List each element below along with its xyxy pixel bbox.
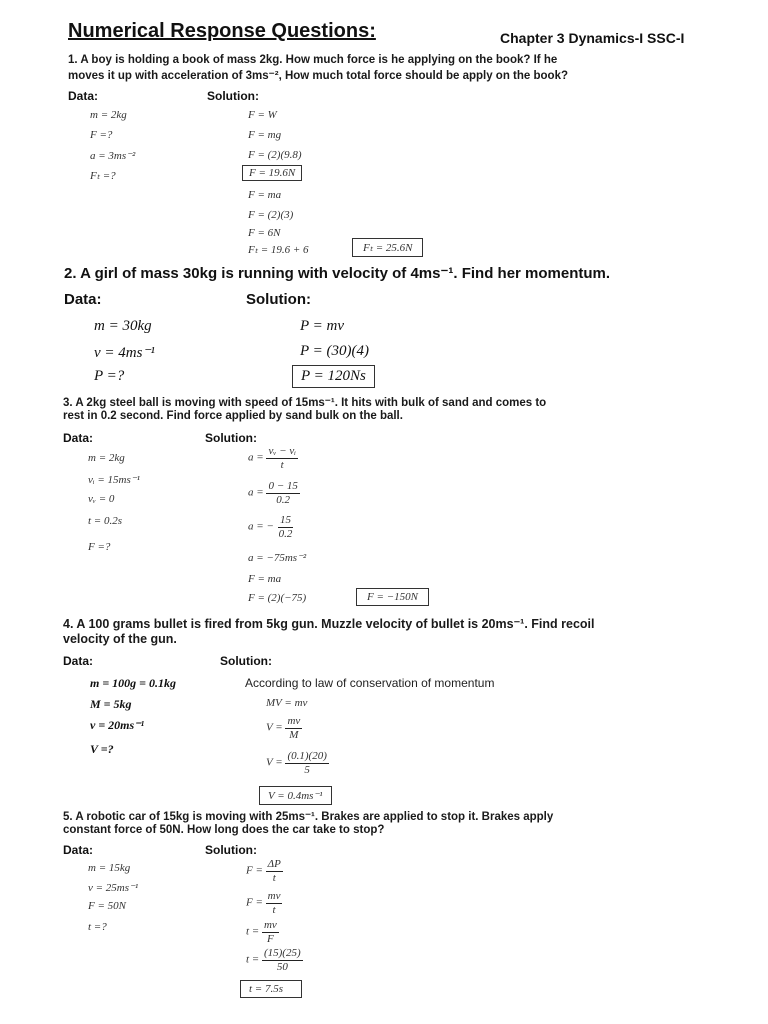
q1-text-line2: moves it up with acceleration of 3ms⁻², How much total force should be apply on the book? xyxy=(68,70,568,82)
q2-data-label: Data: xyxy=(64,291,102,308)
q4-text-line1: 4. A 100 grams bullet is fired from 5kg gun. Muzzle velocity of bullet is 20ms⁻¹. Find recoil xyxy=(63,617,595,631)
q4-law-text: According to law of conservation of momentum xyxy=(245,676,495,690)
q1-data-item: a = 3ms⁻² xyxy=(90,150,136,162)
q4-data-label: Data: xyxy=(63,654,94,668)
q1-solution-step: F = (2)(3) xyxy=(248,209,294,221)
q1-data-item: m = 2kg xyxy=(90,109,127,121)
q3-data-item: m = 2kg xyxy=(88,452,125,464)
q2-data-item: m = 30kg xyxy=(94,318,152,334)
q5-solution-label: Solution: xyxy=(205,843,257,857)
q2-final-answer: P = 120Ns xyxy=(292,365,375,388)
q4-data-item: M = 5kg xyxy=(90,697,132,711)
q1-data-label: Data: xyxy=(68,89,99,103)
q5-solution-step: F = $\frac{mv}{t}$ xyxy=(246,890,281,916)
q3-data-item: vᵥ = 0 xyxy=(88,493,115,505)
q5-data-item: v = 25ms⁻¹ xyxy=(88,882,139,894)
q3-data-label: Data: xyxy=(63,431,94,445)
q4-data-item: V =? xyxy=(90,742,114,756)
q4-data-item: v = 20ms⁻¹ xyxy=(90,718,145,732)
q3-data-item: t = 0.2s xyxy=(88,515,123,527)
q5-solution-step: t = $\frac{(15)(25)}{50}$ xyxy=(246,947,301,973)
q1-solution-label: Solution: xyxy=(207,89,259,103)
q1-final-answer: Fₜ = 25.6N xyxy=(352,238,423,257)
q1-text-line1: 1. A boy is holding a book of mass 2kg. How much force is he applying on the book? If he xyxy=(68,54,558,66)
q3-solution-step: a = $\frac{0 - 15}{0.2}$ xyxy=(248,480,298,506)
q4-solution-step: V = $\frac{mv}{M}$ xyxy=(266,715,301,741)
q5-data-item: t =? xyxy=(88,921,107,933)
q3-final-answer: F = −150N xyxy=(356,588,429,606)
chapter-label: Chapter 3 Dynamics-I SSC-I xyxy=(500,30,685,46)
q1-solution-step: F = W xyxy=(248,109,277,121)
q3-data-item: vᵢ = 15ms⁻¹ xyxy=(88,474,140,486)
q5-data-item: F = 50N xyxy=(88,900,126,912)
q4-solution-label: Solution: xyxy=(220,654,272,668)
q1-solution-step: F = mg xyxy=(248,129,282,141)
q5-solution-step: t = $\frac{mv}{F}$ xyxy=(246,919,277,945)
q1-solution-step: F = 19.6N xyxy=(242,165,302,181)
q1-data-item: Fₜ =? xyxy=(90,170,116,182)
q3-solution-label: Solution: xyxy=(205,431,257,445)
q5-data-label: Data: xyxy=(63,843,94,857)
q3-text-line1: 3. A 2kg steel ball is moving with speed of 15ms⁻¹. It hits with bulk of sand and comes to xyxy=(63,397,547,409)
q3-solution-step: a = $\frac{\text{vᵥ − vᵢ}}{t}$ xyxy=(248,445,296,471)
q3-text-line2: rest in 0.2 second. Find force applied by sand bulk on the ball. xyxy=(63,410,403,422)
q5-text-line1: 5. A robotic car of 15kg is moving with 25ms⁻¹. Brakes are applied to stop it. Brakes apply xyxy=(63,811,554,823)
q4-solution-step: V = $\frac{(0.1)(20)}{5}$ xyxy=(266,750,327,776)
q4-text-line2: velocity of the gun. xyxy=(63,632,177,646)
q3-solution-step: a = −75ms⁻² xyxy=(248,552,307,564)
q4-data-item: m = 100g = 0.1kg xyxy=(90,676,177,690)
q2-text: 2. A girl of mass 30kg is running with velocity of 4ms⁻¹. Find her momentum. xyxy=(64,265,611,282)
q1-solution-step: F = ma xyxy=(248,189,282,201)
q3-solution-step: a = − $\frac{15}{0.2}$ xyxy=(248,514,293,540)
q4-final-answer: V = 0.4ms⁻¹ xyxy=(259,786,332,805)
q5-data-item: m = 15kg xyxy=(88,862,131,874)
q2-solution-step: P = mv xyxy=(300,318,345,334)
q1-solution-step: Fₜ = 19.6 + 6 xyxy=(248,244,309,256)
q1-solution-step: F = 6N xyxy=(248,227,281,239)
q5-final-answer: t = 7.5s xyxy=(240,980,302,998)
page-title: Numerical Response Questions: xyxy=(68,20,376,42)
q2-data-item: P =? xyxy=(94,368,125,384)
q1-data-item: F =? xyxy=(90,129,113,141)
q2-solution-label: Solution: xyxy=(246,291,311,308)
q4-solution-step: MV = mv xyxy=(266,697,308,709)
q3-solution-step: F = ma xyxy=(248,573,282,585)
q2-data-item: v = 4ms⁻¹ xyxy=(94,345,155,361)
q5-solution-step: F = $\frac{\Delta P}{t}$ xyxy=(246,858,281,884)
q3-data-item: F =? xyxy=(88,541,111,553)
q5-text-line2: constant force of 50N. How long does the car take to stop? xyxy=(63,824,385,836)
q2-solution-step: P = (30)(4) xyxy=(300,343,369,359)
q1-solution-step: F = (2)(9.8) xyxy=(248,149,302,161)
q3-solution-step: F = (2)(−75) xyxy=(248,592,307,604)
